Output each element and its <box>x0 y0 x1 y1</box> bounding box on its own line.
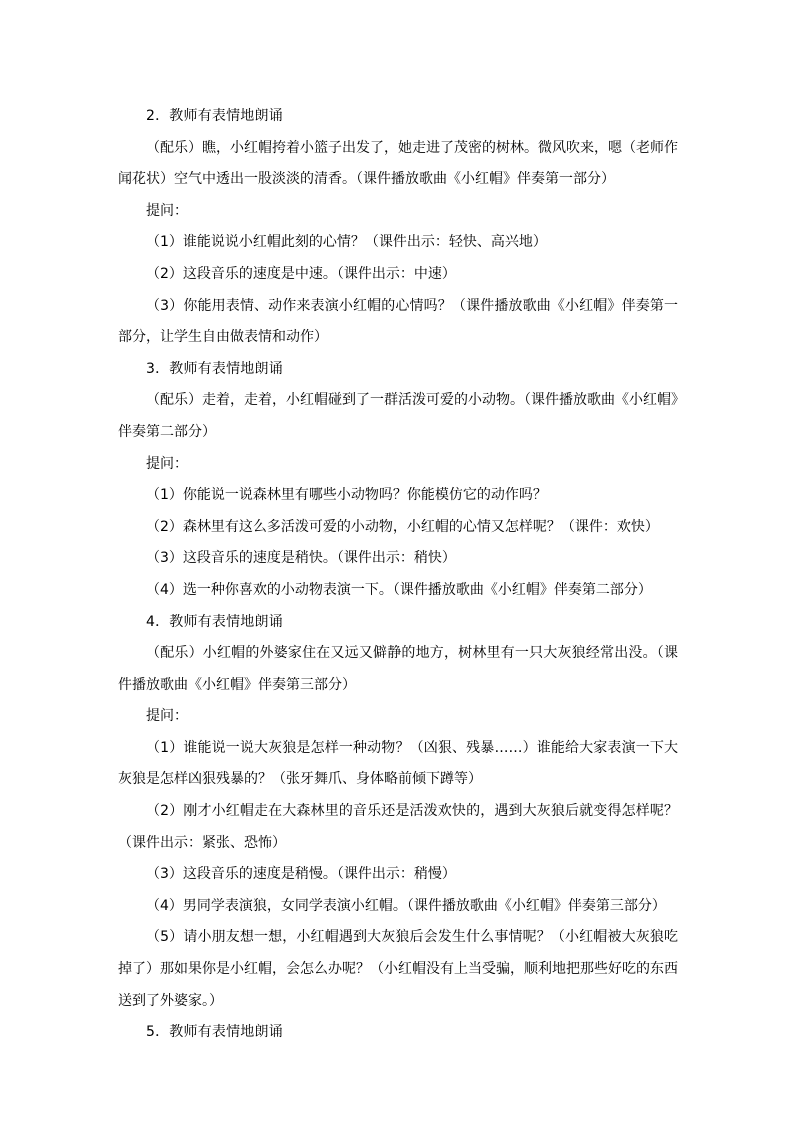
question-item: （4）选一种你喜欢的小动物表演一下。（课件播放歌曲《小红帽》伴奏第二部分） <box>146 581 652 598</box>
section-heading: 3．教师有表情地朗诵 <box>146 360 283 377</box>
section-heading: 5．教师有表情地朗诵 <box>146 1024 283 1041</box>
question-item: （5）请小朋友想一想，小红帽遇到大灰狼后会发生什么事情呢？（小红帽被大灰狼吃掉了）那如果你是小红帽，会怎么办呢？（小红帽没有上当受骗，顺利地把那些好吃的东西送到了外婆家。） <box>118 929 678 1009</box>
question-item: （1）你能说一说森林里有哪些小动物吗？你能模仿它的动作吗？ <box>146 487 547 504</box>
question-label: 提问： <box>146 708 188 725</box>
document-body <box>118 101 678 1049</box>
question-item: （2）这段音乐的速度是中速。（课件出示：中速） <box>146 265 456 282</box>
paragraph: （配乐）走着，走着，小红帽碰到了一群活泼可爱的小动物。（课件播放歌曲《小红帽》伴奏第二部分） <box>118 392 678 440</box>
question-item: （3）这段音乐的速度是稍慢。（课件出示：稍慢） <box>146 866 456 883</box>
question-item: （3）你能用表情、动作来表演小红帽的心情吗？（课件播放歌曲《小红帽》伴奏第一部分，让学生自由做表情和动作） <box>118 297 678 346</box>
question-item: （2）森林里有这么多活泼可爱的小动物，小红帽的心情又怎样呢？（课件：欢快） <box>146 518 659 535</box>
section-heading: 4．教师有表情地朗诵 <box>146 613 283 630</box>
paragraph: （配乐）小红帽的外婆家住在又远又僻静的地方，树林里有一只大灰狼经常出没。（课件播放歌曲《小红帽》伴奏第三部分） <box>118 645 678 693</box>
question-item: （2）刚才小红帽走在大森林里的音乐还是活泼欢快的，遇到大灰狼后就变得怎样呢？（课件出示：紧张、恐怖） <box>118 803 678 851</box>
question-item: （1）谁能说一说大灰狼是怎样一种动物？（凶狠、残暴……）谁能给大家表演一下大灰狼是怎样凶狠残暴的？（张牙舞爪、身体略前倾下蹲等） <box>118 739 678 788</box>
question-item: （4）男同学表演狼，女同学表演小红帽。（课件播放歌曲《小红帽》伴奏第三部分） <box>146 897 666 914</box>
question-item: （1）谁能说说小红帽此刻的心情？（课件出示：轻快、高兴地） <box>146 234 547 251</box>
question-label: 提问： <box>146 455 188 472</box>
section-heading: 2．教师有表情地朗诵 <box>146 108 283 124</box>
question-label: 提问： <box>146 202 188 219</box>
paragraph: （配乐）瞧，小红帽挎着小篮子出发了，她走进了茂密的树林。微风吹来，嗯（老师作闻花状）空气中透出一股淡淡的清香。（课件播放歌曲《小红帽》伴奏第一部分） <box>118 139 678 188</box>
question-item: （3）这段音乐的速度是稍快。（课件出示：稍快） <box>146 550 456 567</box>
